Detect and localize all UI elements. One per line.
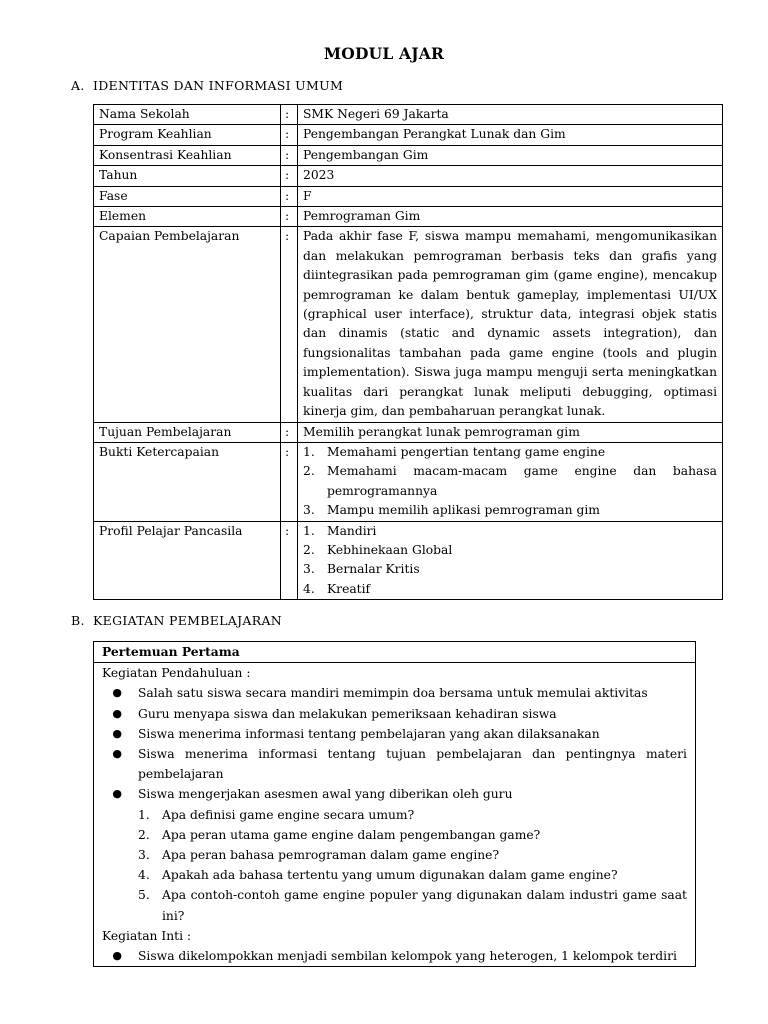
- question-number: 2.: [138, 827, 150, 842]
- meeting-title: Pertemuan Pertama: [94, 642, 696, 663]
- colon-separator: :: [281, 422, 298, 442]
- list-text: Siswa menerima informasi tentang tujuan pembelajaran dan pentingnya materi pembelajaran: [138, 747, 687, 782]
- identity-table: [93, 104, 723, 600]
- section-b-letter: B.: [71, 613, 85, 628]
- row-label: Capaian Pembelajaran: [94, 227, 281, 422]
- list-text: Mandiri: [327, 523, 377, 538]
- bullet-icon: ●: [112, 747, 122, 761]
- colon-separator: :: [281, 105, 298, 125]
- row-value: F: [298, 186, 723, 206]
- list-item: [102, 724, 687, 744]
- row-label: Tahun: [94, 166, 281, 186]
- section-b-title: KEGIATAN PEMBELAJARAN: [93, 613, 283, 628]
- list-number: 2.: [303, 542, 315, 557]
- list-item: [303, 501, 717, 520]
- activity-table: [93, 641, 696, 967]
- assessment-questions: [138, 805, 687, 926]
- row-value: SMK Negeri 69 Jakarta: [298, 105, 723, 125]
- list-text: Kebhinekaan Global: [327, 542, 453, 557]
- profile-list: [303, 522, 717, 600]
- list-item: [102, 784, 687, 925]
- list-text: Salah satu siswa secara mandiri memimpin doa bersama untuk memulai aktivitas: [138, 686, 648, 701]
- bullet-icon: ●: [112, 686, 122, 700]
- table-row: [94, 422, 723, 442]
- question-number: 4.: [138, 868, 150, 883]
- question-text: Apakah ada bahasa tertentu yang umum digunakan dalam game engine?: [162, 868, 618, 883]
- list-item: [303, 443, 717, 462]
- table-row: [94, 663, 696, 967]
- colon-separator: :: [281, 207, 298, 227]
- bullet-icon: ●: [112, 787, 122, 801]
- row-label: Nama Sekolah: [94, 105, 281, 125]
- question-item: [138, 825, 687, 845]
- colon-separator: :: [281, 521, 298, 600]
- bullet-icon: ●: [112, 726, 122, 740]
- inti-label: Kegiatan Inti :: [102, 928, 192, 943]
- table-row: [94, 207, 723, 227]
- question-text: Apa contoh-contoh game engine populer yang digunakan dalam industri game saat ini?: [162, 888, 687, 923]
- section-a-title: IDENTITAS DAN INFORMASI UMUM: [93, 78, 344, 93]
- list-item: [303, 462, 717, 501]
- table-row: [94, 521, 723, 600]
- list-text: Mampu memilih aplikasi pemrograman gim: [327, 503, 600, 518]
- list-number: 1.: [303, 444, 315, 459]
- colon-separator: :: [281, 145, 298, 165]
- table-row: [94, 186, 723, 206]
- table-row: [94, 642, 696, 663]
- inti-list: [102, 946, 687, 966]
- list-number: 3.: [303, 503, 315, 518]
- list-body: [138, 784, 687, 925]
- list-text: Bernalar Kritis: [327, 562, 420, 577]
- list-number: 4.: [303, 581, 315, 596]
- table-row: [94, 166, 723, 186]
- bullet-icon: ●: [112, 706, 122, 720]
- row-value: Pemrograman Gim: [298, 207, 723, 227]
- question-number: 3.: [138, 848, 150, 863]
- question-text: Apa peran bahasa pemrograman dalam game engine?: [162, 848, 500, 863]
- section-a-heading: [71, 78, 343, 93]
- row-label: Elemen: [94, 207, 281, 227]
- list-item: [102, 704, 687, 724]
- colon-separator: :: [281, 166, 298, 186]
- colon-separator: :: [281, 227, 298, 422]
- list-item: [102, 683, 687, 703]
- row-value: Pengembangan Perangkat Lunak dan Gim: [298, 125, 723, 145]
- row-value: Memilih perangkat lunak pemrograman gim: [298, 422, 723, 442]
- list-item: [102, 946, 687, 966]
- colon-separator: :: [281, 442, 298, 521]
- list-text: Guru menyapa siswa dan melakukan pemeriksaan kehadiran siswa: [138, 706, 557, 721]
- list-item: [303, 541, 717, 560]
- table-row: [94, 145, 723, 165]
- bullet-icon: ●: [112, 949, 122, 963]
- list-text: Memahami pengertian tentang game engine: [327, 444, 606, 459]
- table-row: [94, 442, 723, 521]
- row-value: [298, 521, 723, 600]
- document-title: MODUL AJAR: [323, 44, 445, 63]
- colon-separator: :: [281, 125, 298, 145]
- row-label: Konsentrasi Keahlian: [94, 145, 281, 165]
- row-label: Program Keahlian: [94, 125, 281, 145]
- row-label: Bukti Ketercapaian: [94, 442, 281, 521]
- row-label: Fase: [94, 186, 281, 206]
- row-label: Tujuan Pembelajaran: [94, 422, 281, 442]
- row-value: Pengembangan Gim: [298, 145, 723, 165]
- pendahuluan-label: Kegiatan Pendahuluan :: [102, 666, 251, 681]
- list-item: [303, 560, 717, 579]
- row-value: 2023: [298, 166, 723, 186]
- evidence-list: [303, 443, 717, 521]
- list-text: Memahami macam-macam game engine dan bahasa pemrogramannya: [327, 464, 717, 498]
- list-text: Siswa dikelompokkan menjadi sembilan kelompok yang heterogen, 1 kelompok terdiri: [138, 949, 677, 964]
- question-number: 1.: [138, 807, 150, 822]
- list-item: [102, 744, 687, 784]
- list-text: Siswa menerima informasi tentang pembelajaran yang akan dilaksanakan: [138, 726, 600, 741]
- table-row: [94, 227, 723, 422]
- question-item: [138, 845, 687, 865]
- question-text: Apa peran utama game engine dalam pengembangan game?: [162, 827, 541, 842]
- row-value: [298, 442, 723, 521]
- list-text: Siswa mengerjakan asesmen awal yang diberikan oleh guru: [138, 787, 513, 802]
- meeting-content: [94, 663, 696, 967]
- list-item: [303, 580, 717, 599]
- list-number: 2.: [303, 464, 315, 479]
- list-item: [303, 522, 717, 541]
- table-row: [94, 105, 723, 125]
- row-label: Profil Pelajar Pancasila: [94, 521, 281, 600]
- question-item: [138, 805, 687, 825]
- pendahuluan-list: [102, 683, 687, 925]
- list-text: Kreatif: [327, 581, 371, 596]
- section-a-letter: A.: [71, 78, 85, 93]
- question-number: 5.: [138, 888, 150, 903]
- section-b-heading: [71, 613, 282, 628]
- question-text: Apa definisi game engine secara umum?: [162, 807, 415, 822]
- question-item: [138, 865, 687, 885]
- table-row: [94, 125, 723, 145]
- list-number: 3.: [303, 562, 315, 577]
- question-item: [138, 885, 687, 925]
- list-number: 1.: [303, 523, 315, 538]
- row-value: Pada akhir fase F, siswa mampu memahami, mengomunikasikan dan melakukan pemrograman berbasis teks dan grafis yang diintegrasikan pada pemrograman gim (game engine), mencakup pemrograman ke dalam bentuk gameplay, implementasi UI/UX (graphical user interface), struktur data, integrasi objek statis dan dinamis (static and dynamic assets integration), dan fungsionalitas tambahan pada game engine (tools and plugin implementation). Siswa juga mampu menguji serta meningkatkan kualitas dari perangkat lunak meliputi debugging, optimasi kinerja gim, dan pembaharuan perangkat lunak.: [298, 227, 723, 422]
- colon-separator: :: [281, 186, 298, 206]
